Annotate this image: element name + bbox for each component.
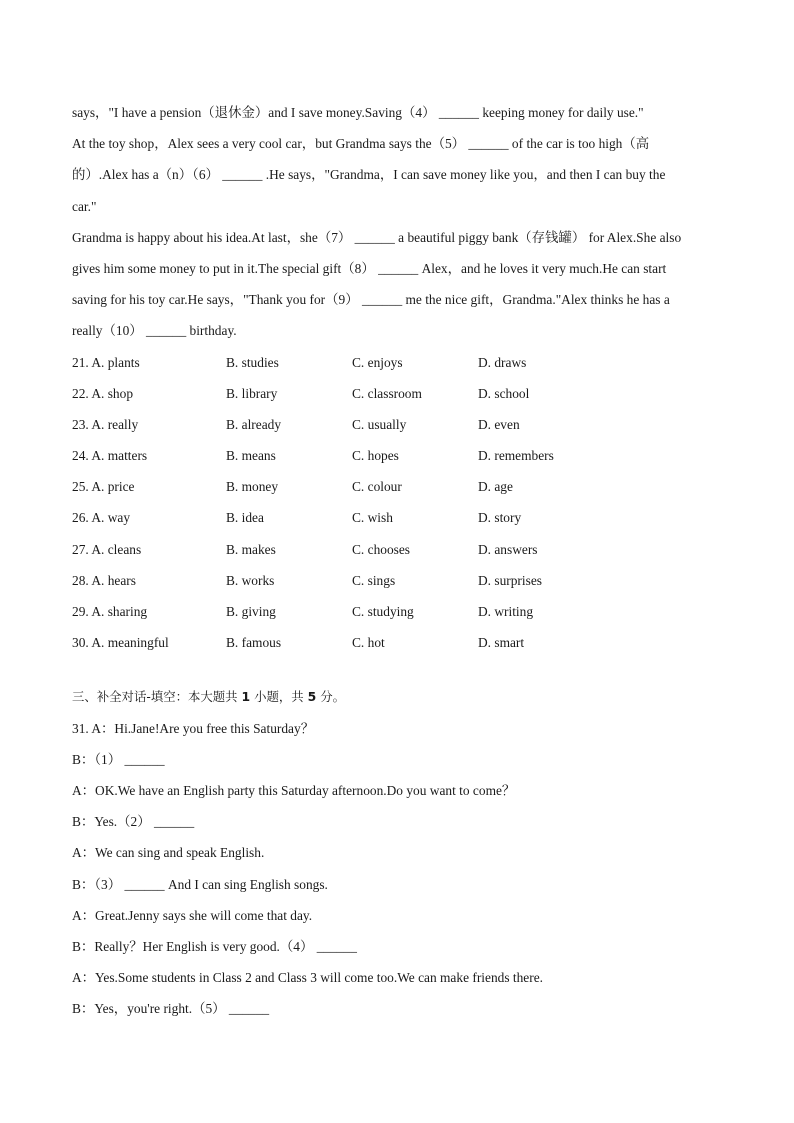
option-a: 23. A. really bbox=[72, 416, 139, 432]
heading-suffix: 分。 bbox=[320, 689, 345, 705]
option-row bbox=[72, 627, 722, 658]
option-b: B. giving bbox=[226, 604, 276, 619]
dialogue-line: B：（1） ______ bbox=[72, 751, 165, 767]
option-b: B. makes bbox=[226, 541, 276, 557]
option-row bbox=[72, 502, 722, 533]
option-d: D. even bbox=[478, 416, 520, 432]
dialogue-line: A：Great.Jenny says she will come that day. bbox=[72, 907, 313, 923]
passage-line: says，"I have a pension（退休金）and I save money.Saving（4） ______ keeping money for daily use." bbox=[72, 105, 644, 120]
option-b: B. library bbox=[226, 385, 278, 401]
section-heading bbox=[72, 681, 722, 712]
option-a: 22. A. shop bbox=[72, 385, 134, 401]
option-a: 25. A. price bbox=[72, 479, 135, 495]
option-row bbox=[72, 409, 722, 440]
option-c: C. hopes bbox=[352, 448, 399, 464]
option-d: D. remembers bbox=[478, 448, 554, 464]
option-d: D. smart bbox=[478, 635, 525, 651]
option-a: 27. A. cleans bbox=[72, 541, 142, 557]
exam-page bbox=[72, 97, 722, 1024]
passage-line: 的）.Alex has a（n）（6） ______ .He says，"Grandma，I can save money like you，and then I can buy the bbox=[72, 167, 666, 183]
option-d: D. age bbox=[478, 479, 513, 495]
dialogue-line: A：OK.We have an English party this Saturday afternoon.Do you want to come？ bbox=[72, 782, 516, 798]
option-row bbox=[72, 347, 722, 378]
option-d: D. answers bbox=[478, 541, 538, 557]
dialogue bbox=[72, 713, 722, 1025]
option-c: C. classroom bbox=[352, 385, 422, 401]
answer-options bbox=[72, 347, 722, 659]
option-b: B. studies bbox=[226, 354, 279, 370]
option-c: C. hot bbox=[352, 635, 385, 651]
dialogue-line: B：（3） ______ And I can sing English songs. bbox=[72, 876, 328, 892]
option-row bbox=[72, 440, 722, 471]
option-b: B. works bbox=[226, 572, 275, 588]
option-c: C. studying bbox=[352, 604, 414, 619]
option-b: B. famous bbox=[226, 635, 282, 651]
passage-line: Grandma is happy about his idea.At last，she（7） ______ a beautiful piggy bank（存钱罐） for Alex.She also bbox=[72, 229, 682, 245]
option-d: D. school bbox=[478, 385, 530, 401]
option-d: D. story bbox=[478, 510, 522, 526]
option-d: D. writing bbox=[478, 604, 534, 619]
option-c: C. sings bbox=[352, 572, 396, 588]
option-b: B. means bbox=[226, 448, 276, 464]
option-c: C. colour bbox=[352, 479, 402, 495]
option-a: 29. A. sharing bbox=[72, 604, 148, 619]
option-row bbox=[72, 378, 722, 409]
option-a: 21. A. plants bbox=[72, 354, 140, 370]
passage-line: saving for his toy car.He says，"Thank you for（9） ______ me the nice gift，Grandma."Alex thinks he has a bbox=[72, 292, 670, 308]
dialogue-line: B：Yes.（2） ______ bbox=[72, 814, 195, 830]
option-a: 30. A. meaningful bbox=[72, 635, 169, 651]
option-row bbox=[72, 565, 722, 596]
heading-count: 1 bbox=[241, 689, 251, 705]
passage-line: gives him some money to put in it.The special gift（8） ______ Alex，and he loves it very much.He can start bbox=[72, 260, 667, 276]
option-d: D. draws bbox=[478, 354, 527, 370]
option-row bbox=[72, 471, 722, 502]
option-b: B. already bbox=[226, 416, 282, 432]
dialogue-line: B：Really？Her English is very good.（4） ______ bbox=[72, 938, 357, 954]
option-c: C. chooses bbox=[352, 541, 411, 557]
dialogue-line: 31. A：Hi.Jane!Are you free this Saturday？ bbox=[72, 720, 315, 736]
option-b: B. idea bbox=[226, 510, 264, 526]
heading-mid: 小题，共 bbox=[254, 689, 304, 705]
option-c: C. usually bbox=[352, 416, 407, 432]
passage-line: really（10） ______ birthday. bbox=[72, 323, 237, 339]
cloze-passage bbox=[72, 97, 722, 347]
option-a: 28. A. hears bbox=[72, 572, 136, 588]
heading-prefix: 三、补全对话-填空：本大题共 bbox=[72, 689, 238, 705]
option-c: C. enjoys bbox=[352, 354, 403, 370]
passage-line: At the toy shop，Alex sees a very cool car，but Grandma says the（5） ______ of the car is too high（高 bbox=[72, 136, 650, 152]
option-a: 24. A. matters bbox=[72, 448, 148, 464]
passage-line: car." bbox=[72, 198, 97, 214]
option-c: C. wish bbox=[352, 510, 393, 526]
option-row bbox=[72, 534, 722, 565]
dialogue-line: A：We can sing and speak English. bbox=[72, 845, 265, 861]
heading-score: 5 bbox=[307, 689, 317, 705]
option-b: B. money bbox=[226, 479, 279, 495]
option-a: 26. A. way bbox=[72, 510, 131, 526]
option-row bbox=[72, 596, 722, 627]
option-d: D. surprises bbox=[478, 572, 542, 588]
dialogue-line: B：Yes，you're right.（5） ______ bbox=[72, 1001, 270, 1017]
dialogue-line: A：Yes.Some students in Class 2 and Class 3 will come too.We can make friends there. bbox=[72, 970, 543, 986]
